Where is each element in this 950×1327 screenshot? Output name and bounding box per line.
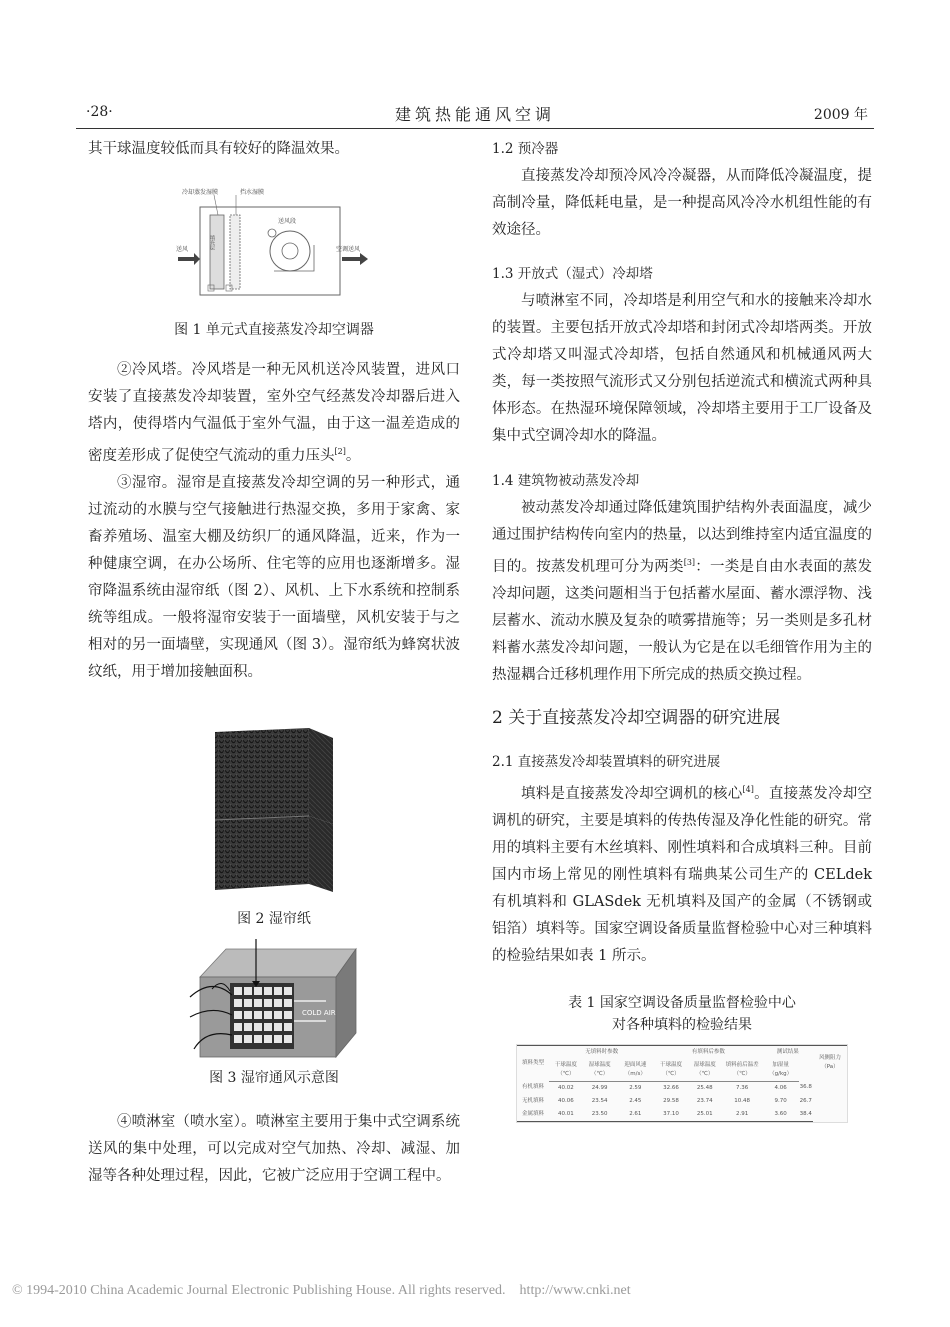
citation: [2] xyxy=(334,447,346,456)
fig1-label-fan: 送风段 xyxy=(278,218,297,225)
table-row: 有机填料 40.02 24.99 2.59 32.66 25.48 7.36 4.06 36.8 xyxy=(521,1084,812,1091)
table-header: 湿球温度（℃） xyxy=(688,1059,722,1082)
journal-year: 2009 年 xyxy=(813,107,868,123)
table-group-header: 有填料后参数 xyxy=(654,1045,763,1059)
table-group-header: 无填料时参数 xyxy=(549,1045,654,1059)
citation: [4] xyxy=(742,784,754,794)
table-header: 干球温度（℃） xyxy=(654,1059,688,1082)
cold-air-label: COLD AIR xyxy=(302,1008,336,1017)
fig1-label-fill: 填充层 xyxy=(209,235,215,250)
page-header xyxy=(76,98,874,129)
table-header: 迎面风速（m/s） xyxy=(617,1059,655,1082)
section-heading-1-4: 1.4 建筑物被动蒸发冷却 xyxy=(492,473,640,489)
paragraph: 直接蒸发冷却预冷风冷冷凝器，从而降低冷凝温度，提高制冷量，降低耗电量，是一种提高风冷冷水机组性能的有效途径。 xyxy=(492,168,872,238)
section-heading-1-3: 1.3 开放式（湿式）冷却塔 xyxy=(492,266,653,282)
paragraph: 与喷淋室不同，冷却塔是利用空气和水的接触来冷却水的装置。主要包括开放式冷却塔和封闭式冷却塔两类。开放式冷却塔又叫湿式冷却塔，包括自然通风和机械通风两大类，每一类按照气流形式又分别包括逆流式和横流式两种具体形态。在热湿环境保障领域，冷却塔主要用于工厂设备及集中式空调冷却水的降温。 xyxy=(492,293,872,444)
paragraph: 被动蒸发冷却通过降低建筑围护结构外表面温度，减少通过围护结构传向室内的热量，以达到维持室内适宜温度的目的。按蒸发机理可分为两类[3]：一类是自由水表面的蒸发冷却问题，这类问题相当于包括蓄水屋面、蓄水漂浮物、浅层蓄水、流动水膜及复杂的喷雾措施等；另一类则是多孔材料蓄水蒸发冷却问题，一般认为它是在以毛细管作用为主的热湿耦合迁移机理作用下所完成的热质交换过程。 xyxy=(492,500,873,683)
figure-2-caption: 图 2 湿帘纸 xyxy=(237,910,311,927)
table-group-header: 测试结果 xyxy=(763,1045,813,1059)
table-row: 无机填料 40.06 23.54 2.45 29.58 23.74 10.48 9.70 26.7 xyxy=(521,1097,812,1104)
copyright-footer: © 1994-2010 China Academic Journal Electronic Publishing House. All rights reserved. http://www.cnki.net xyxy=(12,1283,631,1298)
citation: [3] xyxy=(683,558,696,567)
fig1-label-in: 送风 xyxy=(176,246,189,253)
fig1-label-out: 空调送风 xyxy=(336,246,361,253)
figure-2 xyxy=(211,724,337,896)
fig1-label-pad: 冷却蒸发湿膜 xyxy=(182,189,219,196)
left-column xyxy=(88,136,460,1190)
paragraph: ④喷淋室（喷水室）。喷淋室主要用于集中式空调系统送风的集中处理，可以完成对空气加热、冷却、减湿、加湿等各种处理过程，因此，它被广泛应用于空调工程中。 xyxy=(88,1113,460,1184)
figure-1-caption: 图 1 单元式直接蒸发冷却空调器 xyxy=(174,322,374,338)
table-header: 风侧阻力（Pa） xyxy=(813,1045,847,1081)
table-header: 湿球温度（℃） xyxy=(583,1059,617,1082)
page-number: ·28· xyxy=(86,104,113,120)
paragraph: 其干球温度较低而具有较好的降温效果。 xyxy=(88,141,349,157)
right-column xyxy=(492,136,872,1123)
table-caption-line-1: 表 1 国家空调设备质量监督检验中心 xyxy=(568,994,796,1011)
fig1-label-water: 挡水湿膜 xyxy=(240,189,265,196)
section-heading-2: 2 关于直接蒸发冷却空调器的研究进展 xyxy=(492,707,781,728)
table-1 xyxy=(516,1044,848,1123)
air-conditioner-diagram xyxy=(174,185,374,307)
section-heading-2-1: 2.1 直接蒸发冷却装置填料的研究进展 xyxy=(492,753,721,770)
table-header: 干球温度（℃） xyxy=(549,1059,583,1082)
figure-1 xyxy=(174,185,374,307)
paragraph: ②冷风塔。冷风塔是一种无风机送冷风装置，进风口安装了直接蒸发冷却装置，室外空气经蒸发冷却器后进入塔内，使得塔内气温低于室外气温，由于这一温差造成的密度差形成了促使空气流动的重力压头[2]。 xyxy=(88,362,460,464)
results-table xyxy=(517,1045,847,1122)
journal-title: 建筑热能通风空调 xyxy=(394,105,555,124)
honeycomb-pad-image xyxy=(211,724,337,896)
table-header: 填料类型 xyxy=(517,1045,549,1081)
section-heading-1-2: 1.2 预冷器 xyxy=(492,141,559,157)
figure-3 xyxy=(186,937,362,1061)
ventilation-diagram xyxy=(186,937,362,1061)
figure-3-caption: 图 3 湿帘通风示意图 xyxy=(209,1069,339,1086)
table-header: 加湿量（g/kg） xyxy=(763,1059,799,1082)
table-row: 金属填料 40.01 23.50 2.61 37.10 25.01 2.91 3.60 38.4 xyxy=(517,1108,847,1122)
paragraph: ③湿帘。湿帘是直接蒸发冷却空调的另一种形式，通过流动的水膜与空气接触进行热湿交换，多用于家禽、家畜养殖场、温室大棚及纺织厂的通风降温，近来，作为一种健康空调，在办公场所、住宅等的应用也逐渐增多。湿帘降温系统由湿帘纸（图 2）、风机、上下水系统和控制系统等组成。一般将湿帘安装于一面墙壁，风机安装于与之相对的另一面墙壁，实现通风（图 3）。湿帘纸为蜂窝状波纹纸，用于增加接触面积。 xyxy=(88,474,460,680)
paragraph: 填料是直接蒸发冷却空调机的核心[4]。直接蒸发冷却空调机的研究，主要是填料的传热传湿及净化性能的研究。常用的填料主要有木丝填料、刚性填料和合成填料三种。目前国内市场上常见的刚性填料有瑞典某公司生产的 CELdek 有机填料和 GLASdek 无机填料及国产的金属（不锈钢或铝箔）填料等。国家空调设备质量监督检验中心对三种填料的检验结果如表 1 所示。 xyxy=(492,784,873,964)
table-header: 填料前后温差（℃） xyxy=(722,1059,763,1082)
table-caption-line-2: 对各种填料的检验结果 xyxy=(612,1016,752,1033)
